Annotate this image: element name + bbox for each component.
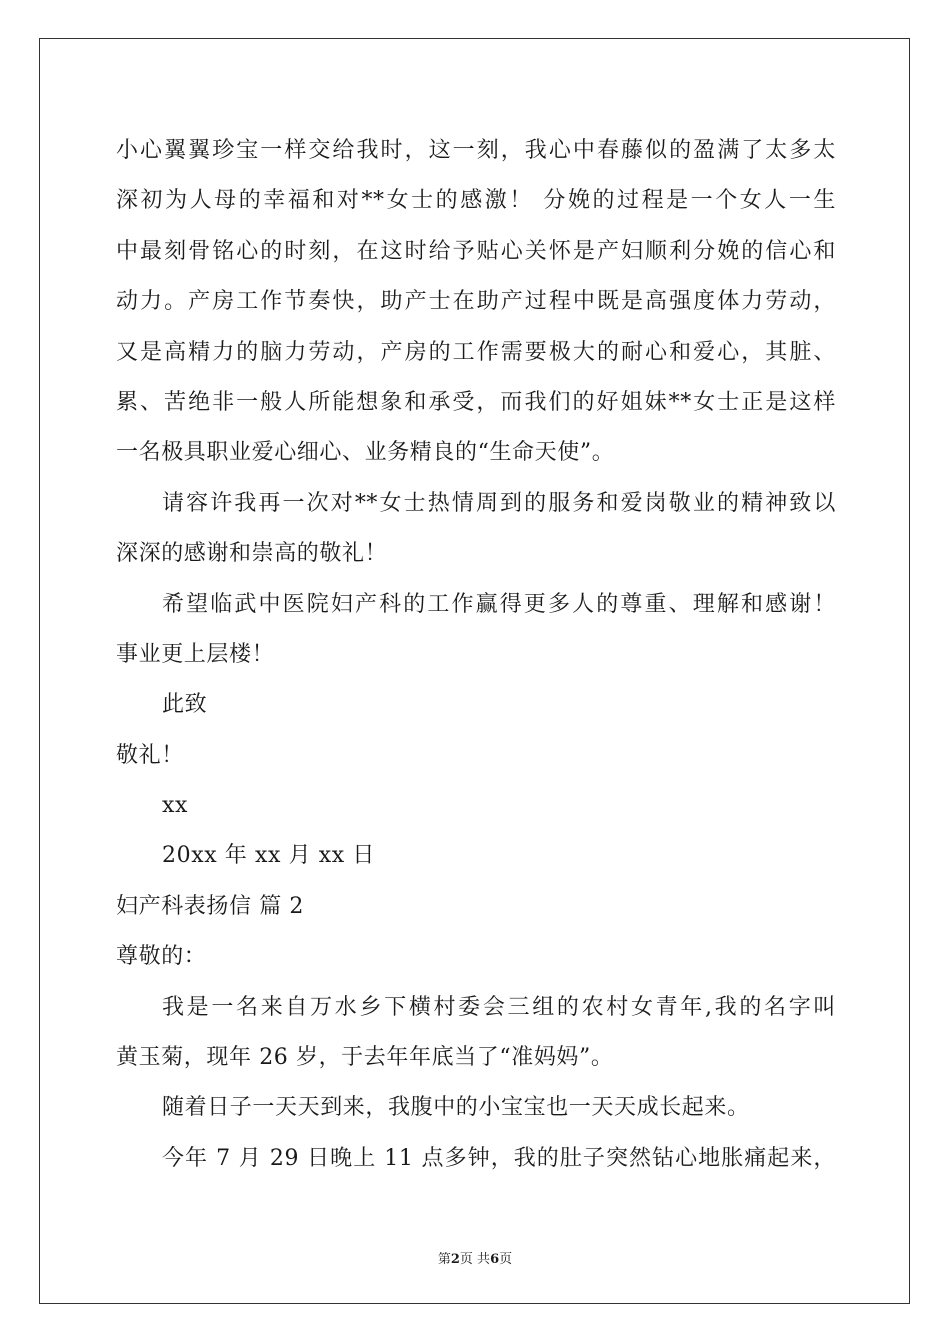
document-body (116, 126, 836, 1184)
text-line: 动力。产房工作节奏快，助产士在助产过程中既是高强度体力劳动， (116, 289, 836, 315)
paragraph-start: 我是一名来自万水乡下横村委会三组的农村女青年,我的名字叫 (162, 994, 836, 1020)
current-page-number: 2 (450, 1252, 460, 1267)
closing-salutation: 此致 (162, 692, 208, 718)
text-line: 事业更上层楼！ (116, 641, 275, 667)
text-line: 一名极具职业爱心细心、业务精良的“生命天使”。 (116, 440, 615, 466)
text-line: 累、苦绝非一般人所能想象和承受，而我们的好姐妹**女士正是这样 (116, 389, 836, 415)
total-page-number: 6 (490, 1252, 500, 1267)
text-line: 小心翼翼珍宝一样交给我时，这一刻，我心中春藤似的盈满了太多太 (116, 138, 836, 163)
signature-name: xx (162, 793, 189, 819)
footer-suffix: 页 (499, 1252, 513, 1267)
signature-date: 20xx 年 xx 月 xx 日 (162, 843, 376, 869)
text-line: 中最刻骨铭心的时刻，在这时给予贴心关怀是产妇顺利分娩的信心和 (116, 238, 836, 264)
text-line: 黄玉菊，现年 26 岁，于去年年底当了“准妈妈”。 (116, 1045, 614, 1071)
footer-mid: 页 共 (459, 1252, 491, 1267)
footer-prefix: 第 (437, 1252, 451, 1267)
text-line: 深初为人母的幸福和对**女士的感激！ 分娩的过程是一个女人一生 (116, 188, 836, 214)
paragraph-start: 今年 7 月 29 日晚上 11 点多钟，我的肚子突然钻心地胀痛起来， (162, 1145, 836, 1171)
letter-greeting: 尊敬的： (116, 944, 207, 970)
text-line: 又是高精力的脑力劳动，产房的工作需要极大的耐心和爱心，其脏、 (116, 339, 836, 365)
text-line: 深深的感谢和崇高的敬礼！ (116, 541, 388, 567)
page-number-footer (0, 1248, 950, 1267)
paragraph-start: 请容许我再一次对**女士热情周到的服务和爱岗敬业的精神致以 (162, 490, 836, 516)
section-heading: 妇产科表扬信 篇 2 (116, 893, 304, 919)
closing-regards: 敬礼！ (116, 742, 184, 768)
paragraph-start: 希望临武中医院妇产科的工作赢得更多人的尊重、理解和感谢！ (162, 591, 836, 617)
paragraph-start: 随着日子一天天到来，我腹中的小宝宝也一天天成长起来。 (162, 1095, 750, 1121)
